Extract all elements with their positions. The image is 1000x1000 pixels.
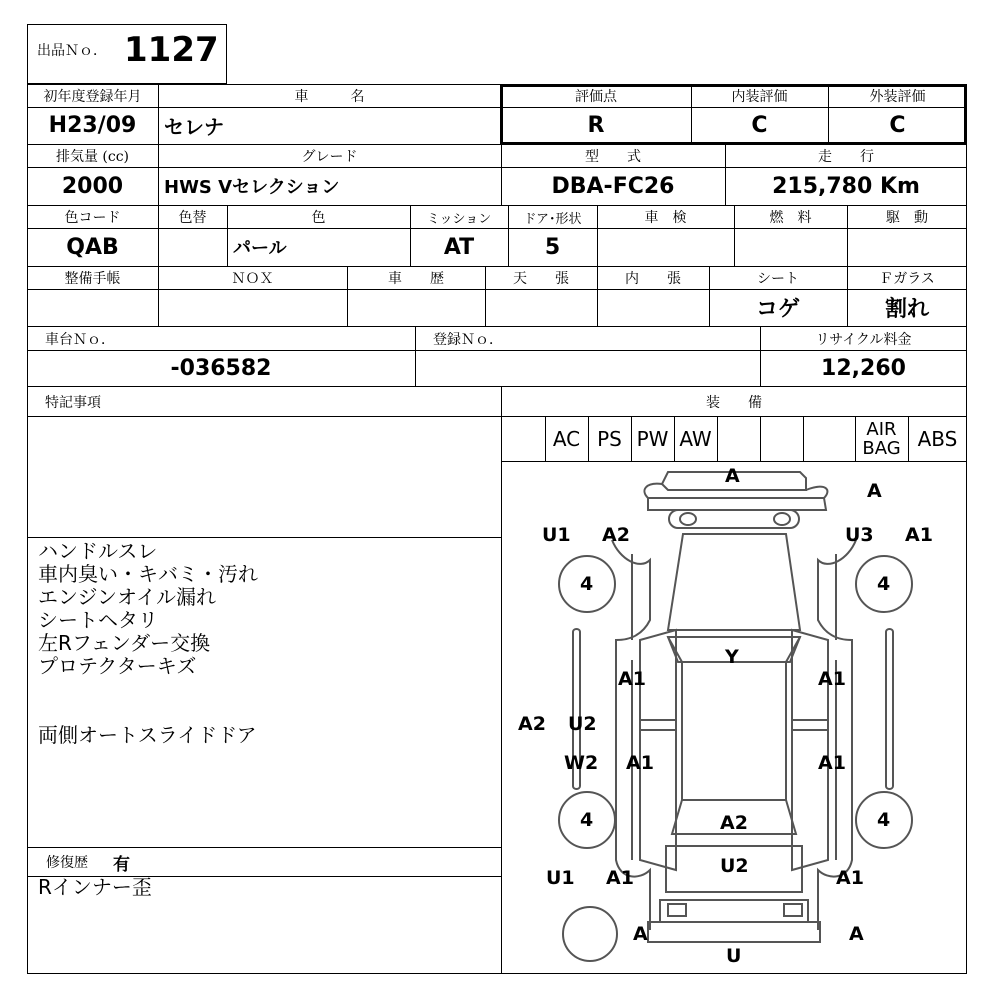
mark-tire-rear-left: 4	[580, 809, 594, 831]
color-code-value: QAB	[66, 234, 119, 260]
color-value: パール	[233, 238, 287, 259]
displacement-value: 2000	[61, 173, 124, 199]
equipment-ps: PS	[597, 426, 622, 451]
headliner-label: 内 張	[625, 271, 681, 287]
mark-rear-left-quarter-2: A1	[606, 867, 634, 889]
equipment-airbag: AIR BAG	[862, 418, 901, 459]
drive-label: 駆 動	[886, 210, 928, 226]
equipment-label: 装 備	[706, 394, 762, 411]
mark-tire-front-left: 4	[580, 573, 594, 595]
nox-label: ＮＯＸ	[231, 271, 274, 287]
sunroof-value	[485, 289, 597, 326]
repair-detail: Rインナー歪	[38, 875, 152, 899]
inspection-value	[597, 228, 734, 266]
mark-left-rear-door-w: W2	[564, 752, 599, 774]
mission-label: ミッション	[426, 211, 492, 227]
maintenance-label: 整備手帳	[64, 271, 121, 287]
mark-rear-bumper-left: A	[633, 923, 648, 945]
headliner-value	[597, 289, 709, 326]
mark-roof: Y	[725, 646, 739, 668]
equipment-cell	[760, 416, 803, 461]
roof-shape	[682, 662, 786, 800]
mark-front-left-fender-2: A2	[602, 524, 630, 546]
history-value	[347, 289, 485, 326]
equipment-cell	[717, 416, 760, 461]
mark-left-rear-door: A1	[626, 752, 654, 774]
sunroof-label: 天 張	[513, 271, 569, 287]
door-label: ドア･形状	[523, 211, 582, 227]
reg-year-value: H23/09	[48, 113, 137, 138]
car-name-value: セレナ	[164, 115, 224, 139]
mark-front-bumper: A	[725, 465, 740, 487]
mark-front-right-fender: U3	[845, 524, 874, 546]
color-label: 色	[311, 210, 326, 226]
mark-rear-left-quarter: U1	[546, 867, 575, 889]
seat-value: コゲ	[755, 297, 800, 322]
mark-front-left-fender: U1	[542, 524, 571, 546]
seat-label: シート	[757, 271, 799, 287]
note-line: 両側オートスライドドア	[38, 723, 257, 747]
note-line: ハンドルスレ	[38, 539, 158, 563]
interior-value: C	[751, 113, 768, 138]
score-label: 評価点	[575, 89, 617, 105]
equipment-ac: AC	[552, 426, 581, 451]
mark-right-rear-door: A1	[818, 752, 846, 774]
interior-label: 内装評価	[731, 89, 788, 105]
mileage-value: 215,780 Km	[772, 173, 920, 199]
reg-year-label: 初年度登録年月	[43, 89, 142, 105]
color-change-label: 色替	[178, 210, 207, 226]
spare-tire-shape	[563, 907, 617, 961]
chassis-value: -036582	[170, 355, 272, 381]
repair-value: 有	[113, 855, 130, 875]
fuel-label: 燃 料	[769, 210, 812, 226]
glass-value: 割れ	[884, 297, 929, 322]
mark-rear-right-quarter: A1	[836, 867, 864, 889]
mark-tire-front-right: 4	[877, 573, 891, 595]
color-code-label: 色コード	[64, 210, 121, 226]
mileage-label: 走 行	[818, 149, 874, 165]
note-line: 左Rフェンダー交換	[38, 631, 211, 655]
recycle-label: リサイクル料金	[815, 331, 912, 348]
displacement-label: 排気量 (cc)	[55, 149, 130, 165]
chassis-label: 車台Ｎｏ．	[45, 331, 115, 348]
glass-label: Ｆガラス	[879, 271, 935, 287]
mark-back-door: U2	[720, 855, 749, 877]
grade-value: HWS Vセレクション	[164, 177, 340, 198]
note-line: 車内臭い・キバミ・汚れ	[38, 562, 258, 586]
note-line: シートヘタリ	[38, 608, 158, 632]
model-label: 型 式	[585, 149, 641, 165]
mark-tire-rear-right: 4	[877, 809, 891, 831]
mark-rear-bumper: U	[726, 945, 742, 967]
color-change-value	[158, 228, 227, 266]
history-label: 車 歴	[388, 271, 444, 287]
grade-label: グレード	[301, 149, 358, 165]
drive-value	[847, 228, 967, 266]
mark-front-right-corner: A	[867, 480, 882, 502]
equipment-aw: AW	[679, 426, 712, 451]
hood-shape	[668, 534, 800, 630]
door-value: 5	[544, 234, 561, 260]
car-name-label: 車 名	[294, 89, 365, 105]
mark-left-sill: A2	[518, 713, 546, 735]
recycle-value: 12,260	[821, 355, 906, 381]
note-line: プロテクターキズ	[38, 654, 197, 678]
fuel-value	[734, 228, 847, 266]
repair-label: 修復歴	[46, 855, 88, 871]
mark-front-right-fender-2: A1	[905, 524, 933, 546]
notes-list	[38, 540, 493, 747]
maintenance-value	[27, 289, 158, 326]
mark-left-sill-2: U2	[568, 713, 597, 735]
mark-right-front-door: A1	[818, 668, 846, 690]
note-line	[38, 678, 493, 701]
exterior-value: C	[889, 113, 906, 138]
model-value: DBA-FC26	[551, 173, 675, 199]
mission-value: AT	[443, 234, 475, 260]
lot-number: 1127	[124, 30, 219, 70]
equipment-cell	[803, 416, 855, 461]
score-value: R	[587, 113, 605, 138]
registration-label: 登録Ｎｏ．	[433, 331, 503, 348]
nox-value	[158, 289, 347, 326]
exterior-label: 外装評価	[869, 89, 926, 105]
equipment-pw: PW	[636, 426, 669, 451]
equipment-abs: ABS	[917, 426, 958, 451]
mark-left-front-door: A1	[618, 668, 646, 690]
note-line	[38, 701, 493, 724]
notes-label: 特記事項	[45, 394, 101, 411]
registration-value	[415, 350, 760, 386]
equipment-cell	[501, 416, 545, 461]
mark-rear-roof: A2	[720, 812, 748, 834]
lot-label: 出品Ｎｏ．	[37, 43, 107, 59]
mark-rear-bumper-right: A	[849, 923, 864, 945]
inspection-label: 車 検	[644, 210, 687, 226]
note-line: エンジンオイル漏れ	[38, 585, 216, 609]
